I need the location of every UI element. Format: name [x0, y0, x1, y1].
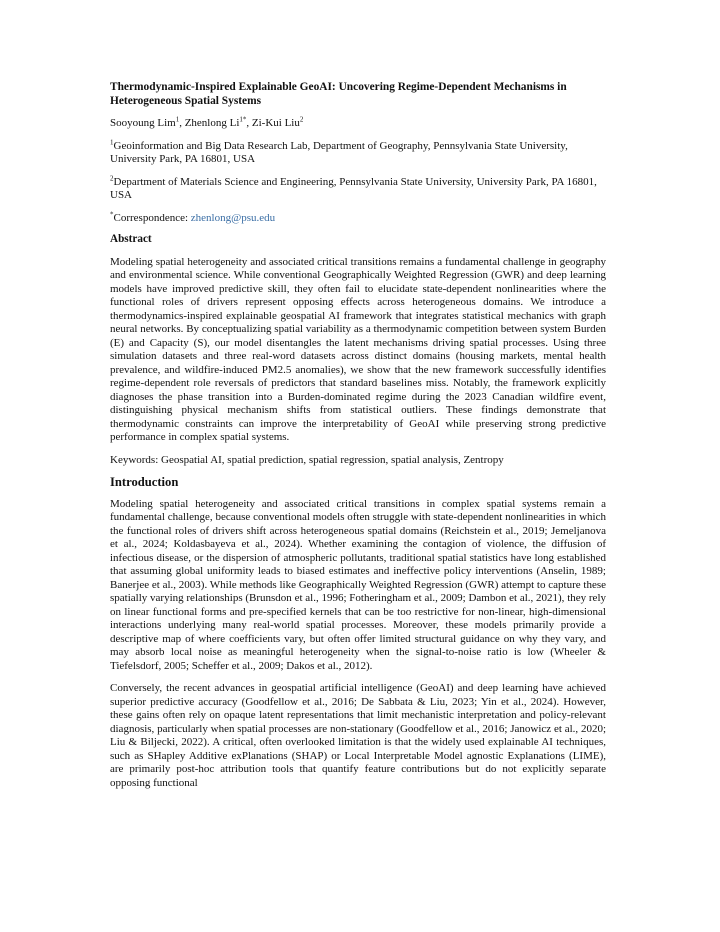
correspondence-email-link[interactable]: zhenlong@psu.edu: [190, 211, 276, 224]
affiliation-text: Department of Materials Science and Engineering, Pennsylvania State University, University Park, PA 16801, USA: [110, 175, 597, 201]
author-name: Sooyoung Lim: [110, 117, 176, 129]
introduction-paragraph-1: Modeling spatial heterogeneity and associated critical transitions in complex spatial systems remain a fundamental challenge, because conventional models often struggle with state-dependent nonlinearities in which the functional roles of drivers shift across heterogeneous spatial domains (Reichstein et al., 2019; Jemeljanova et al., 2024; Koldasbayeva et al., 2024). Whether examining the contagion of violence, the diffusion of infectious disease, or the dispersion of atmospheric pollutants, traditional spatial statistics have long established that assuming global uniformity leads to biased estimates and ineffective policy interventions (Anselin, 1989; Banerjee et al., 2003). While methods like Geographically Weighted Regression (GWR) attempt to capture these spatially varying relationships (Brunsdon et al., 1996; Fotheringham et al., 2009; Dambon et al., 2021), they rely on linear functional forms and pre-specified kernels that can be too restrictive for non-linear, high-dimensional interactions underlying many real-world spatial processes. Moreover, these models primarily provide a descriptive map of where coefficients vary, but often offer limited structural guidance on why they vary, and may absorb local noise as meaningful heterogeneity when the signal-to-noise ratio is low (Wheeler & Tiefelsdorf, 2005; Scheffer et al., 2009; Dakos et al., 2012).: [110, 497, 606, 672]
author-name: Zhenlong Li: [184, 117, 240, 129]
author-affiliation-mark: 1*: [239, 115, 247, 124]
affiliation-2: [110, 173, 606, 203]
abstract-heading: Abstract: [110, 233, 152, 245]
correspondence-mark: *: [110, 209, 114, 218]
introduction-heading: Introduction: [110, 475, 179, 489]
introduction-paragraph-2: Conversely, the recent advances in geospatial artificial intelligence (GeoAI) and deep learning have achieved superior predictive accuracy (Goodfellow et al., 2016; De Sabbata & Liu, 2023; Yin et al., 2024). However, these gains often rely on opaque latent representations that limit mechanistic interpretation and policy-relevant diagnosis, particularly when spatial processes are non-stationary (Goodfellow et al., 2016; Janowicz et al., 2020; Liu & Biljecki, 2022). A critical, often overlooked limitation is that the widely used explainable AI techniques, such as SHapley Additive exPlanations (SHAP) or Local Interpretable Model agnostic Explanations (LIME), are primarily post-hoc attribution tools that quantify feature contributions but do not explicitly separate opposing functional: [110, 682, 606, 789]
correspondence-label: Correspondence:: [113, 211, 191, 224]
author-list: Sooyoung Lim$^1$, Zhenlong $Li^{1*}$, Zi-Kui Liu$^2$: [110, 115, 304, 129]
paper-page: [110, 80, 606, 799]
affiliation-mark: 2: [110, 173, 114, 182]
affiliation-1: [110, 137, 606, 167]
paper-title: Thermodynamic-Inspired Explainable GeoAI: Uncovering Regime-Dependent Mechanisms in Heterogeneous Spatial Systems: [110, 81, 567, 107]
affiliation-mark: 1: [110, 137, 114, 146]
abstract-text: Modeling spatial heterogeneity and associated critical transitions remains a fundamental challenge in geography and environmental science. While conventional Geographically Weighted Regression (GWR) and deep learning models have improved predictive skill, they often fail to elucidate state-dependent nonlinearities where the functional roles of drivers represent opposing effects across heterogeneous domains. We introduce a thermodynamics-inspired explainable geospatial AI framework that integrates statistical mechanics with graph neural networks. By conceptualizing spatial variability as a thermodynamic competition between system Burden (E) and Capacity (S), our model disentangles the latent mechanisms driving spatial processes. Using three simulation datasets and three real-word datasets across distinct domains (housing markets, mental health prevalence, and wildfire-induced PM2.5 anomalies), we show that the new framework successfully identifies regime-dependent role reversals of predictors that standard baselines miss. Notably, the framework explicitly diagnoses the phase transition into a Burden-dominated regime during the 2023 Canadian wildfire event, distinguishing physical mechanism shifts from statistical outliers. These findings demonstrate that thermodynamic constraints can improve the interpretability of GeoAI while preserving strong predictive performance in complex spatial systems.: [110, 255, 606, 443]
correspondence: [110, 209, 606, 226]
keywords: Keywords: Geospatial AI, spatial prediction, spatial regression, spatial analysis, Zentropy: [110, 453, 504, 466]
author-affiliation-mark: 1: [175, 115, 180, 124]
affiliation-text: Geoinformation and Big Data Research Lab, Department of Geography, Pennsylvania State University, University Park, PA 16801, USA: [110, 139, 568, 165]
author-name: Zi-Kui Liu: [251, 117, 300, 129]
author-affiliation-mark: 2: [299, 115, 304, 124]
